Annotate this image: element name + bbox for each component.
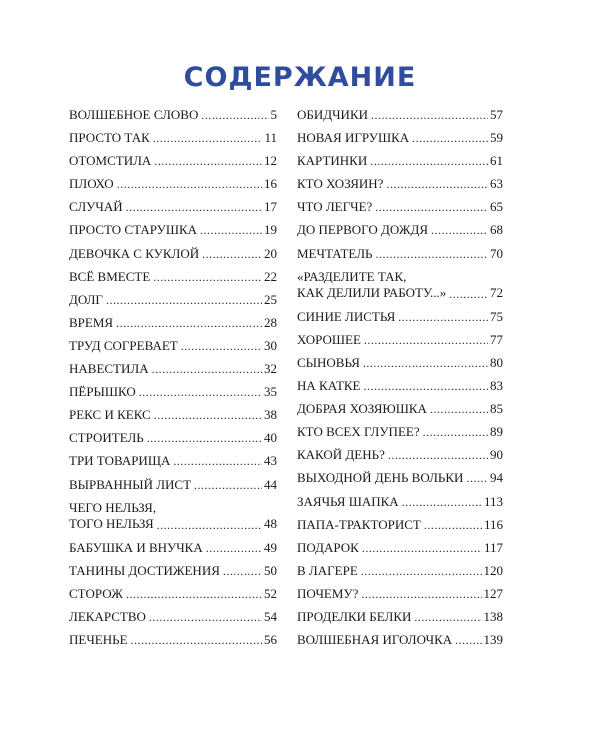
toc-entry-page-number: 56 [264, 632, 277, 648]
toc-entry-page-number: 48 [264, 515, 277, 531]
dot-leader [398, 312, 488, 324]
toc-entry-title: НА КАТКЕ [297, 378, 361, 394]
toc-entry-page-number: 116 [483, 516, 503, 532]
dot-leader [402, 497, 482, 509]
toc-entry-page-number: 32 [264, 361, 277, 377]
toc-entry-page-number: 19 [264, 222, 277, 238]
dot-leader [424, 520, 482, 532]
toc-entry-title: ЛЕКАРСТВО [69, 608, 146, 624]
toc-entry-title: ПЁРЫШКО [69, 384, 136, 400]
dot-leader [431, 225, 488, 237]
toc-entry-page-number: 85 [490, 401, 503, 417]
toc-entry-title: СТОРОЖ [69, 585, 123, 601]
dot-leader [362, 543, 482, 555]
toc-entry[interactable] [69, 540, 277, 555]
toc-entry-page-number: 113 [483, 493, 503, 509]
toc-entry-page-number: 61 [490, 153, 503, 169]
dot-leader [370, 156, 488, 168]
dot-leader [201, 110, 268, 122]
toc-entry[interactable] [69, 338, 277, 353]
toc-entry-page-number: 25 [264, 291, 277, 307]
dot-leader [364, 381, 489, 393]
toc-entry-page-number: 127 [483, 585, 503, 601]
toc-entry-title: ПЕЧЕНЬЕ [69, 632, 128, 648]
toc-entry-title: СЫНОВЬЯ [297, 354, 360, 370]
toc-entry-title: ОТОМСТИЛА [69, 153, 152, 169]
toc-entry-page-number: 5 [270, 107, 277, 122]
toc-entry-page-number: 138 [483, 608, 503, 624]
toc-entry[interactable] [297, 130, 503, 145]
toc-entry-title: СЛУЧАЙ [69, 199, 123, 215]
toc-entry[interactable] [69, 176, 277, 191]
toc-entry-page-number: 11 [264, 130, 277, 146]
toc-entry-page-number: 28 [264, 314, 277, 330]
toc-entry[interactable] [297, 332, 503, 347]
toc-entry[interactable] [297, 246, 503, 261]
toc-entry-page-number: 89 [490, 424, 503, 440]
toc-entry-title: ПЛОХО [69, 176, 114, 192]
toc-entry-line [69, 516, 277, 532]
toc-entry[interactable] [297, 494, 503, 509]
toc-entry[interactable] [69, 384, 277, 399]
toc-entry-title: ТРУД СОГРЕВАЕТ [69, 337, 178, 353]
toc-entry[interactable] [297, 586, 503, 601]
toc-entry[interactable] [69, 563, 277, 578]
toc-entry-page-number: 57 [490, 107, 503, 122]
toc-entry-page-number: 63 [490, 176, 503, 192]
toc-entry-page-number: 44 [264, 476, 277, 492]
toc-entry-page-number: 75 [490, 308, 503, 324]
toc-entry-title: ВОЛШЕБНАЯ ИГОЛОЧКА [297, 632, 453, 648]
toc-entry-title: СИНИЕ ЛИСТЬЯ [297, 308, 396, 324]
toc-entry[interactable] [69, 477, 277, 492]
dot-leader [388, 450, 488, 462]
dot-leader [375, 202, 488, 214]
toc-entry[interactable] [297, 447, 503, 462]
toc-entry-title: ТОГО НЕЛЬЗЯ [69, 515, 154, 531]
toc-entry-title: ЧТО ЛЕГЧЕ? [297, 199, 373, 215]
dot-leader [139, 387, 262, 399]
toc-entry[interactable] [297, 517, 503, 532]
toc-entry-page-number: 43 [264, 453, 277, 469]
dot-leader [173, 456, 262, 468]
toc-entry-title: ВРЕМЯ [69, 314, 114, 330]
toc-entry[interactable] [297, 563, 503, 578]
toc-entry[interactable] [69, 246, 277, 261]
toc-entry[interactable] [297, 632, 503, 647]
toc-entry-line [297, 285, 503, 301]
toc-entry-page-number: 50 [264, 562, 277, 578]
toc-entry-page-number: 117 [483, 539, 503, 555]
dot-leader [430, 404, 488, 416]
toc-column-right [297, 107, 503, 655]
toc-entry[interactable] [69, 292, 277, 307]
dot-leader [466, 473, 488, 485]
toc-entry-page-number: 35 [264, 384, 277, 400]
toc-entry[interactable] [69, 269, 277, 284]
toc-entry[interactable] [297, 176, 503, 191]
toc-entry-page-number: 38 [264, 407, 277, 423]
toc-entry-page-number: 30 [264, 337, 277, 353]
toc-entry-title: ДОБРАЯ ХОЗЯЮШКА [297, 401, 427, 417]
toc-entry-title: ВЫРВАННЫЙ ЛИСТ [69, 476, 192, 492]
toc-entry-title: СТРОИТЕЛЬ [69, 430, 144, 446]
toc-entry-page-number: 54 [264, 608, 277, 624]
toc-entry[interactable] [69, 632, 277, 647]
toc-entry-page-number: 40 [264, 430, 277, 446]
toc-entry-page-number: 70 [490, 245, 503, 261]
toc-entry-page-number: 77 [490, 331, 503, 347]
toc-entry[interactable] [69, 500, 277, 532]
toc-entry-page-number: 52 [264, 585, 277, 601]
dot-leader [149, 612, 262, 624]
toc-entry[interactable] [297, 378, 503, 393]
toc-entry-page-number: 139 [483, 632, 503, 648]
toc-entry[interactable] [297, 470, 503, 485]
toc-entry-title: ПРОСТО СТАРУШКА [69, 222, 198, 238]
toc-entry-page-number: 17 [264, 199, 277, 215]
toc-entry-title: КАКОЙ ДЕНЬ? [297, 447, 385, 463]
toc-entry-page-number: 12 [264, 153, 277, 169]
toc-entry-title: В ЛАГЕРЕ [297, 562, 358, 578]
toc-entry[interactable] [69, 153, 277, 168]
toc-entry[interactable] [297, 309, 503, 324]
toc-entry[interactable] [69, 609, 277, 624]
dot-leader [152, 364, 262, 376]
dot-leader [117, 179, 262, 191]
dot-leader [423, 427, 488, 439]
dot-leader [116, 318, 262, 330]
toc-entry-page-number: 83 [490, 378, 503, 394]
toc-entry-title: «РАЗДЕЛИТЕ ТАК, [297, 268, 407, 284]
toc-entry-title: ХОРОШЕЕ [297, 331, 361, 347]
toc-entry-title: КТО ХОЗЯИН? [297, 176, 384, 192]
toc-entry[interactable] [69, 315, 277, 330]
toc-entry-title: ВСЁ ВМЕСТЕ [69, 268, 151, 284]
dot-leader [147, 433, 262, 445]
dot-leader [364, 335, 488, 347]
toc-entry-title: ПРОДЕЛКИ БЕЛКИ [297, 608, 412, 624]
toc-entry-title: НОВАЯ ИГРУШКА [297, 130, 410, 146]
dot-leader [206, 543, 262, 555]
dot-leader [363, 358, 488, 370]
toc-entry-title: КТО ВСЕХ ГЛУПЕЕ? [297, 424, 420, 440]
toc-entry[interactable] [69, 222, 277, 237]
dot-leader [200, 225, 262, 237]
dot-leader [361, 566, 482, 578]
toc-entry-title: КАРТИНКИ [297, 153, 368, 169]
toc-entry-title: ПОЧЕМУ? [297, 585, 359, 601]
toc-entry[interactable] [69, 361, 277, 376]
toc-entry[interactable] [297, 540, 503, 555]
toc-entry-page-number: 120 [483, 562, 503, 578]
dot-leader [154, 410, 262, 422]
toc-entry-page-number: 65 [490, 199, 503, 215]
toc-entry-page-number: 49 [264, 539, 277, 555]
page-title: СОДЕРЖАНИЕ [183, 62, 417, 93]
toc-entry-page-number: 94 [490, 470, 503, 486]
dot-leader [154, 156, 262, 168]
toc-entry-title: РЕКС И КЕКС [69, 407, 151, 423]
dot-leader [153, 133, 263, 145]
toc-entry[interactable] [69, 407, 277, 422]
toc-entry-title: ТАНИНЫ ДОСТИЖЕНИЯ [69, 562, 220, 578]
dot-leader [414, 612, 481, 624]
toc-entry-title: ОБИДЧИКИ [297, 107, 369, 122]
dot-leader [106, 295, 262, 307]
toc-entry[interactable] [297, 269, 503, 301]
toc-entry-title: ПАПА-ТРАКТОРИСТ [297, 516, 421, 532]
toc-entry-title: ПРОСТО ТАК [69, 130, 150, 146]
toc-entry-page-number: 72 [490, 284, 503, 300]
dot-leader [455, 635, 481, 647]
dot-leader [126, 202, 262, 214]
toc-entry[interactable] [297, 199, 503, 214]
toc-entry-page-number: 90 [490, 447, 503, 463]
toc-entry[interactable] [297, 609, 503, 624]
toc-entry-title: ЧЕГО НЕЛЬЗЯ, [69, 499, 157, 515]
dot-leader [223, 566, 262, 578]
toc-entry-page-number: 16 [264, 176, 277, 192]
toc-entry-page-number: 22 [264, 268, 277, 284]
dot-leader [371, 110, 488, 122]
dot-leader [181, 341, 262, 353]
toc-entry-title: ДЕВОЧКА С КУКЛОЙ [69, 245, 200, 261]
toc-entry[interactable] [297, 401, 503, 416]
toc-entry[interactable] [69, 199, 277, 214]
toc-entry-title: ДО ПЕРВОГО ДОЖДЯ [297, 222, 429, 238]
dot-leader [126, 589, 262, 601]
dot-leader [157, 520, 262, 532]
toc-entry-title: ВЫХОДНОЙ ДЕНЬ ВОЛЬКИ [297, 470, 464, 486]
toc-entry-title: ТРИ ТОВАРИЩА [69, 453, 171, 469]
toc-entry[interactable] [69, 107, 277, 122]
toc-entry-title: ПОДАРОК [297, 539, 359, 555]
dot-leader [412, 133, 488, 145]
toc-entry[interactable] [297, 355, 503, 370]
toc-entry[interactable] [297, 107, 503, 122]
toc-entry-page-number: 20 [264, 245, 277, 261]
toc-entry[interactable] [297, 222, 503, 237]
toc-entry[interactable] [69, 586, 277, 601]
dot-leader [375, 249, 488, 261]
toc-entry-title: БАБУШКА И ВНУЧКА [69, 539, 203, 555]
toc-entry-page-number: 68 [490, 222, 503, 238]
dot-leader [449, 289, 488, 301]
dot-leader [202, 249, 262, 261]
toc-entry-title: НАВЕСТИЛА [69, 361, 149, 377]
toc-column-left [69, 107, 277, 655]
dot-leader [194, 480, 262, 492]
toc-entry-page-number: 80 [490, 354, 503, 370]
dot-leader [153, 272, 262, 284]
toc-entry-page-number: 59 [490, 130, 503, 146]
toc-entry-title: ЗАЯЧЬЯ ШАПКА [297, 493, 399, 509]
toc-entry[interactable] [297, 424, 503, 439]
toc-entry-title: ДОЛГ [69, 291, 103, 307]
dot-leader [131, 635, 262, 647]
toc-entry[interactable] [297, 153, 503, 168]
toc-entry[interactable] [69, 453, 277, 468]
toc-entry-title: МЕЧТАТЕЛЬ [297, 245, 373, 261]
toc-entry[interactable] [69, 130, 277, 145]
dot-leader [361, 589, 481, 601]
toc-entry[interactable] [69, 430, 277, 445]
toc-entry-title: КАК ДЕЛИЛИ РАБОТУ...» [297, 284, 447, 300]
dot-leader [386, 179, 488, 191]
toc-entry-title: ВОЛШЕБНОЕ СЛОВО [69, 107, 199, 122]
